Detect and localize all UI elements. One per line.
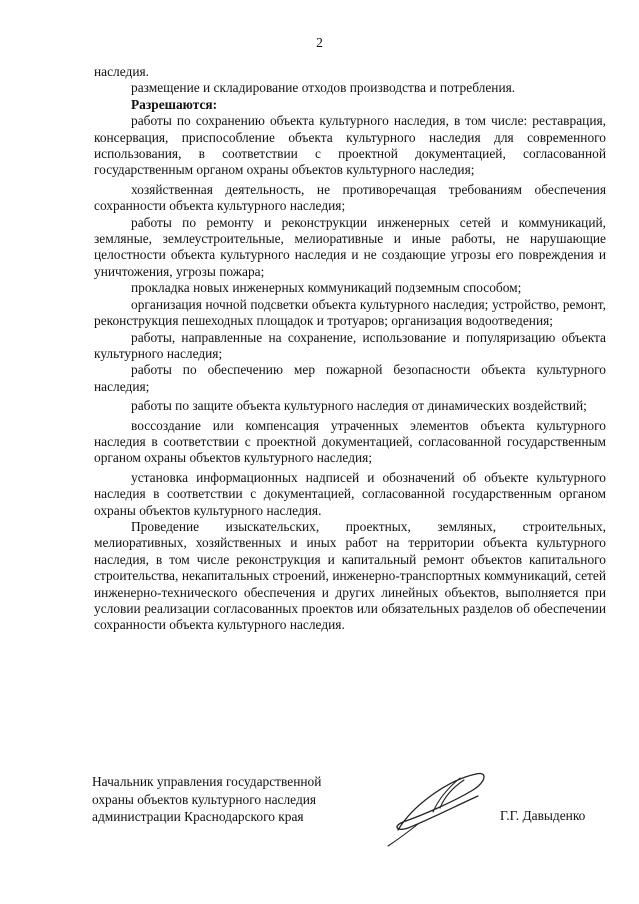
- document-body: [94, 64, 606, 634]
- paragraph-item: работы по ремонту и реконструкции инженерных сетей и коммуникаций, земляные, землеустроительные, мелиоративные и иные работы, не нарушающие целостности объекта культурного наследия и не создающие угрозы его повреждения и уничтожения, угрозы пожара;: [94, 214, 606, 279]
- page-number: 2: [316, 35, 323, 50]
- section-heading: Разрешаются:: [131, 96, 218, 112]
- paragraph-item: работы, направленные на сохранение, использование и популяризацию объекта культурного наследия;: [94, 329, 606, 361]
- paragraph-item: хозяйственная деятельность, не противоречащая требованиям обеспечения сохранности объекта культурного наследия;: [94, 181, 606, 214]
- signer-position-line: охраны объектов культурного наследия: [92, 791, 317, 807]
- paragraph-item: работы по обеспечению мер пожарной безопасности объекта культурного наследия;: [94, 362, 606, 394]
- signer-position-line: администрации Краснодарского края: [92, 809, 304, 824]
- paragraph-item: установка информационных надписей и обозначений об объекте культурного наследия в соответствии с документацией, согласованной государственным органом охраны объектов культурного наследия.: [94, 469, 606, 518]
- paragraph-item: организация ночной подсветки объекта культурного наследия; устройство, ремонт, реконструкция пешеходных площадок и тротуаров; организация водоотведения;: [94, 296, 606, 329]
- signer-position-line: Начальник управления государственной: [92, 774, 322, 789]
- handwritten-signature: [378, 760, 496, 852]
- paragraph-final: Проведение изыскательских, проектных, земляных, строительных, мелиоративных, хозяйственных и иных работ на территории объекта культурного наследия, в том числе реконструкция и капитальный ремонт объектов капитального строительства, некапитальных строений, инженерно-транспортных коммуникаций, сетей инженерно-технического обеспечения и других линейных объектов, выполняется при условии реализации согласованных проектов или обязательных разделов об обеспечении сохранности объекта культурного наследия.: [94, 518, 606, 633]
- paragraph-item: воссоздание или компенсация утраченных элементов объекта культурного наследия в соответствии с проектной документацией, согласованной государственным органом охраны объектов культурного наследия;: [94, 417, 606, 466]
- signer-position: [92, 773, 392, 826]
- paragraph-item: размещение и складирование отходов производства и потребления.: [131, 80, 516, 96]
- paragraph-item: прокладка новых инженерных коммуникаций подземным способом;: [131, 280, 522, 296]
- paragraph-item: работы по сохранению объекта культурного наследия, в том числе: реставрация, консервация, приспособление объекта культурного наследия для современного использования, в соответствии с проектной документацией, согласованной государственным органом охраны объектов культурного наследия;: [94, 113, 606, 178]
- paragraph-item: работы по защите объекта культурного наследия от динамических воздействий;: [131, 398, 587, 414]
- signer-name: Г.Г. Давыденко: [500, 808, 586, 823]
- paragraph-continuation: наследия.: [94, 64, 149, 79]
